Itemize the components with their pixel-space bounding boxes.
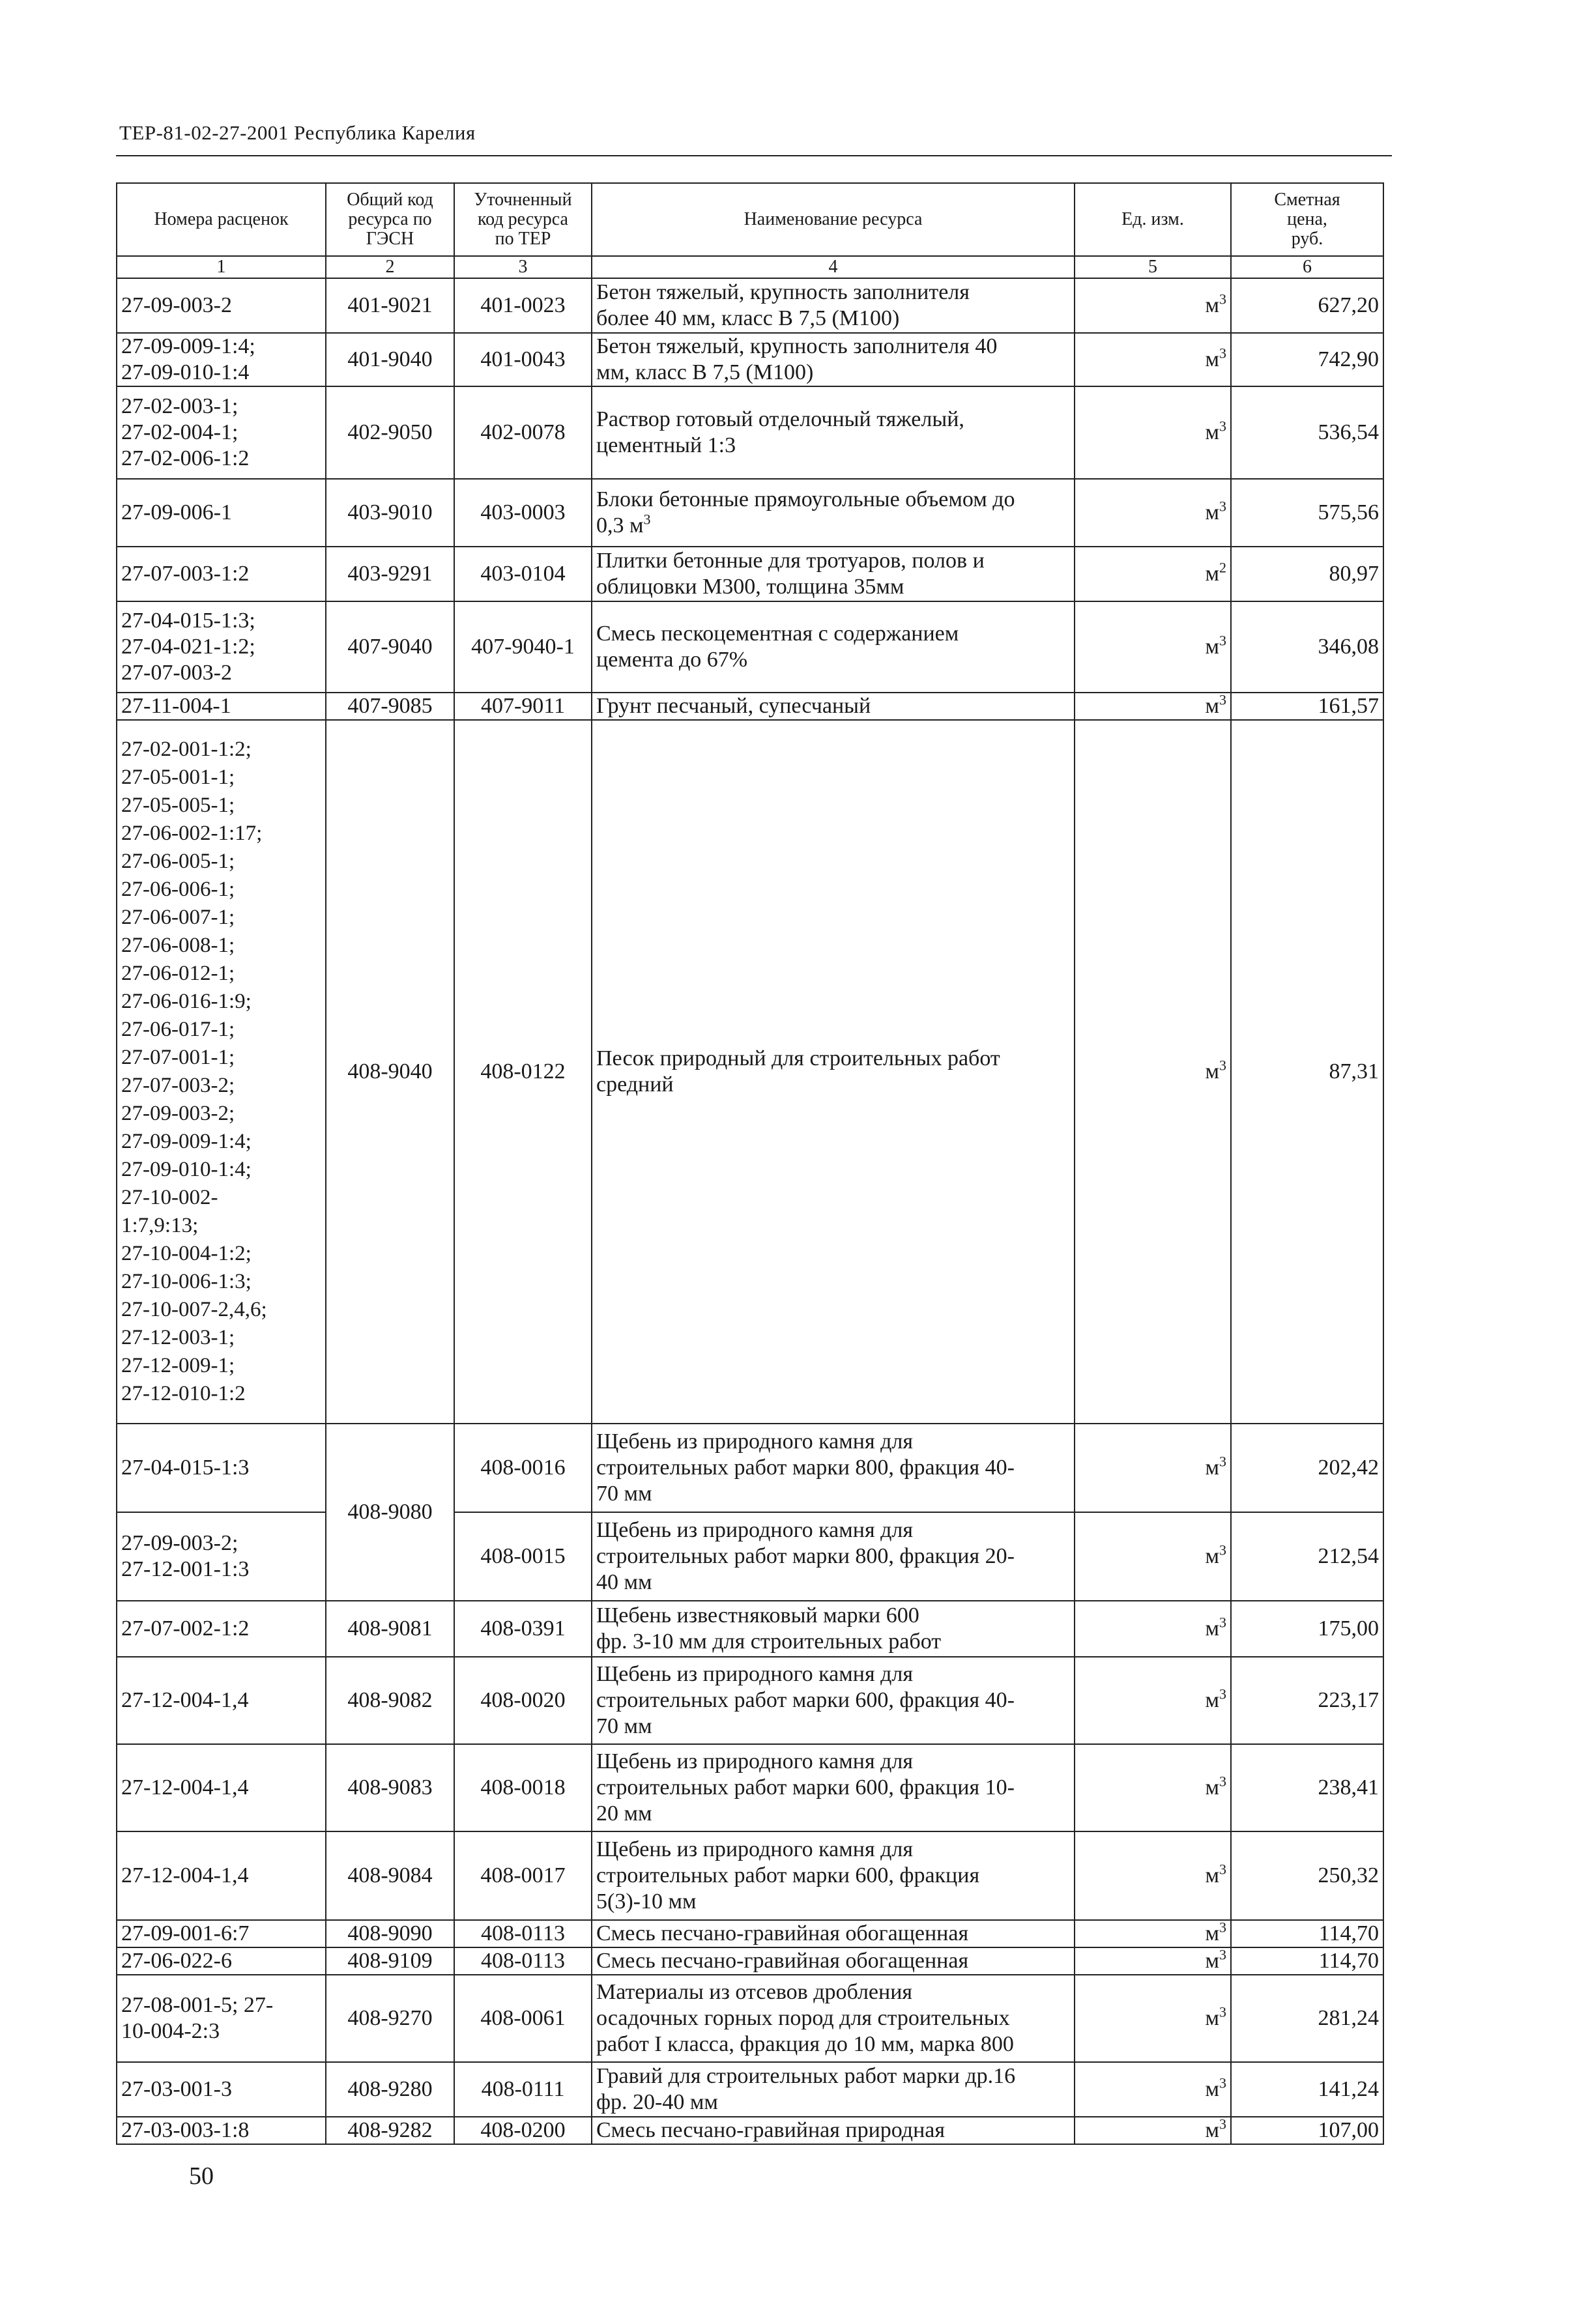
unit-cell: $м^3$ bbox=[1075, 2062, 1231, 2117]
unit-cell: $м^3$ bbox=[1075, 1920, 1231, 1947]
resource-name-cell: Блоки бетонные прямоугольные объемом до 0,3 $м^3$ bbox=[592, 479, 1075, 547]
table-row bbox=[117, 1831, 1383, 1920]
unit-cell: $м^3$ bbox=[1075, 693, 1231, 720]
rates-cell: 27-04-015-1:3; 27-04-021-1:2; 27-07-003-2 bbox=[117, 601, 326, 693]
resource-name-cell: Смесь пескоцементная с содержанием цемента до 67% bbox=[592, 601, 1075, 693]
resource-name-cell: Щебень из природного камня для строительных работ марки 600, фракция 10- 20 мм bbox=[592, 1744, 1075, 1831]
rates-cell: 27-06-022-6 bbox=[117, 1947, 326, 1975]
rates-cell: 27-07-002-1:2 bbox=[117, 1601, 326, 1657]
unit-cell: $м^3$ bbox=[1075, 1975, 1231, 2062]
ter-code-cell: 408-0122 bbox=[454, 720, 592, 1424]
rates-cell: 27-08-001-5; 27- 10-004-2:3 bbox=[117, 1975, 326, 2062]
rates-cell: 27-09-001-6:7 bbox=[117, 1920, 326, 1947]
resource-name-cell: Грунт песчаный, супесчаный bbox=[592, 693, 1075, 720]
column-header-gesn-code: Общий код ресурса по ГЭСН bbox=[326, 183, 454, 256]
column-number: 2 bbox=[326, 256, 454, 278]
gesn-code-cell: 408-9040 bbox=[326, 720, 454, 1424]
gesn-code-cell: 407-9040 bbox=[326, 601, 454, 693]
ter-code-cell: 402-0078 bbox=[454, 386, 592, 479]
ter-code-cell: 408-0113 bbox=[454, 1920, 592, 1947]
gesn-code-cell: 408-9080 bbox=[326, 1424, 454, 1601]
ter-code-cell: 408-0015 bbox=[454, 1512, 592, 1601]
resource-price-table bbox=[116, 182, 1384, 2145]
price-cell: 202,42 bbox=[1231, 1424, 1383, 1512]
table-row bbox=[117, 547, 1383, 601]
header-divider bbox=[116, 155, 1392, 156]
table-row bbox=[117, 1657, 1383, 1744]
ter-code-cell: 408-0020 bbox=[454, 1657, 592, 1744]
table-row bbox=[117, 720, 1383, 1424]
price-cell: 742,90 bbox=[1231, 333, 1383, 386]
ter-code-cell: 401-0023 bbox=[454, 278, 592, 333]
gesn-code-cell: 408-9082 bbox=[326, 1657, 454, 1744]
table-row bbox=[117, 1920, 1383, 1947]
gesn-code-cell: 408-9109 bbox=[326, 1947, 454, 1975]
price-cell: 281,24 bbox=[1231, 1975, 1383, 2062]
unit-cell: $м^3$ bbox=[1075, 1601, 1231, 1657]
column-header-price: Сметная цена, руб. bbox=[1231, 183, 1383, 256]
rates-cell: 27-09-009-1:4; 27-09-010-1:4 bbox=[117, 333, 326, 386]
rates-cell: 27-12-004-1,4 bbox=[117, 1831, 326, 1920]
table-row bbox=[117, 1512, 1383, 1601]
unit-cell: $м^3$ bbox=[1075, 278, 1231, 333]
ter-code-cell: 407-9040-1 bbox=[454, 601, 592, 693]
ter-code-cell: 408-0391 bbox=[454, 1601, 592, 1657]
page-header: ТЕР-81-02-27-2001 Республика Карелия bbox=[119, 121, 476, 144]
unit-cell: $м^3$ bbox=[1075, 1831, 1231, 1920]
resource-name-cell: Щебень из природного камня для строительных работ марки 600, фракция 40- 70 мм bbox=[592, 1657, 1075, 1744]
ter-code-cell: 408-0016 bbox=[454, 1424, 592, 1512]
gesn-code-cell: 408-9280 bbox=[326, 2062, 454, 2117]
rates-cell: 27-09-003-2 bbox=[117, 278, 326, 333]
price-cell: 114,70 bbox=[1231, 1920, 1383, 1947]
resource-name-cell: Бетон тяжелый, крупность заполнителя более 40 мм, класс В 7,5 (М100) bbox=[592, 278, 1075, 333]
resource-name-cell: Смесь песчано-гравийная обогащенная bbox=[592, 1920, 1075, 1947]
column-number: 3 bbox=[454, 256, 592, 278]
ter-code-cell: 408-0018 bbox=[454, 1744, 592, 1831]
rates-cell: 27-09-003-2; 27-12-001-1:3 bbox=[117, 1512, 326, 1601]
resource-name-cell: Плитки бетонные для тротуаров, полов и облицовки М300, толщина 35мм bbox=[592, 547, 1075, 601]
gesn-code-cell: 408-9081 bbox=[326, 1601, 454, 1657]
ter-code-cell: 408-0111 bbox=[454, 2062, 592, 2117]
table-header-row bbox=[117, 183, 1383, 256]
rates-cell: 27-09-006-1 bbox=[117, 479, 326, 547]
table-row bbox=[117, 693, 1383, 720]
resource-name-cell: Смесь песчано-гравийная природная bbox=[592, 2117, 1075, 2144]
price-cell: 346,08 bbox=[1231, 601, 1383, 693]
gesn-code-cell: 408-9083 bbox=[326, 1744, 454, 1831]
table-row bbox=[117, 1601, 1383, 1657]
ter-code-cell: 403-0104 bbox=[454, 547, 592, 601]
price-cell: 536,54 bbox=[1231, 386, 1383, 479]
price-cell: 212,54 bbox=[1231, 1512, 1383, 1601]
price-cell: 575,56 bbox=[1231, 479, 1383, 547]
unit-cell: $м^3$ bbox=[1075, 333, 1231, 386]
rates-cell: 27-03-001-3 bbox=[117, 2062, 326, 2117]
gesn-code-cell: 408-9282 bbox=[326, 2117, 454, 2144]
gesn-code-cell: 408-9270 bbox=[326, 1975, 454, 2062]
price-cell: 114,70 bbox=[1231, 1947, 1383, 1975]
price-cell: 107,00 bbox=[1231, 2117, 1383, 2144]
price-cell: 141,24 bbox=[1231, 2062, 1383, 2117]
ter-code-cell: 407-9011 bbox=[454, 693, 592, 720]
rates-cell: 27-07-003-1:2 bbox=[117, 547, 326, 601]
unit-cell: $м^3$ bbox=[1075, 1424, 1231, 1512]
ter-code-cell: 403-0003 bbox=[454, 479, 592, 547]
gesn-code-cell: 401-9040 bbox=[326, 333, 454, 386]
unit-cell: $м^3$ bbox=[1075, 1512, 1231, 1601]
table-row bbox=[117, 1975, 1383, 2062]
resource-name-cell: Щебень известняковый марки 600 фр. 3-10 мм для строительных работ bbox=[592, 1601, 1075, 1657]
unit-cell: $м^3$ bbox=[1075, 1744, 1231, 1831]
column-header-resource-name: Наименование ресурса bbox=[592, 183, 1075, 256]
column-header-rates: Номера расценок bbox=[117, 183, 326, 256]
gesn-code-cell: 403-9291 bbox=[326, 547, 454, 601]
column-number: 5 bbox=[1075, 256, 1231, 278]
price-cell: 250,32 bbox=[1231, 1831, 1383, 1920]
table-row bbox=[117, 278, 1383, 333]
gesn-code-cell: 408-9084 bbox=[326, 1831, 454, 1920]
column-number: 1 bbox=[117, 256, 326, 278]
unit-cell: $м^3$ bbox=[1075, 1947, 1231, 1975]
table-row bbox=[117, 1947, 1383, 1975]
resource-name-cell: Смесь песчано-гравийная обогащенная bbox=[592, 1947, 1075, 1975]
table-row bbox=[117, 1744, 1383, 1831]
gesn-code-cell: 407-9085 bbox=[326, 693, 454, 720]
gesn-code-cell: 403-9010 bbox=[326, 479, 454, 547]
table-row bbox=[117, 2117, 1383, 2144]
resource-name-cell: Бетон тяжелый, крупность заполнителя 40 мм, класс В 7,5 (М100) bbox=[592, 333, 1075, 386]
unit-cell: $м^3$ bbox=[1075, 479, 1231, 547]
unit-cell: $м^3$ bbox=[1075, 1657, 1231, 1744]
price-cell: 80,97 bbox=[1231, 547, 1383, 601]
table-row bbox=[117, 479, 1383, 547]
resource-name-cell: Раствор готовый отделочный тяжелый, цементный 1:3 bbox=[592, 386, 1075, 479]
rates-cell: 27-02-003-1; 27-02-004-1; 27-02-006-1:2 bbox=[117, 386, 326, 479]
column-header-unit: Ед. изм. bbox=[1075, 183, 1231, 256]
column-header-ter-code: Уточненный код ресурса по ТЕР bbox=[454, 183, 592, 256]
table-row bbox=[117, 1424, 1383, 1512]
rates-cell: 27-02-001-1:2; 27-05-001-1; 27-05-005-1; 27-06-002-1:17; 27-06-005-1; 27-06-006-1; 27-06-007-1; 27-06-008-1; 27-06-012-1; 27-06-016-1:9; 27-06-017-1; 27-07-001-1; 27-07-003-2; 27-09-003-2; 27-09-009-1:4; 27-09-010-1:4; 27-10-002- 1:7,9:13; 27-10-004-1:2; 27-10-006-1:3; 27-10-007-2,4,6; 27-12-003-1; 27-12-009-1; 27-12-010-1:2 bbox=[117, 720, 326, 1424]
resource-name-cell: Материалы из отсевов дробления осадочных горных пород для строительных работ I класса, фракция до 10 мм, марка 800 bbox=[592, 1975, 1075, 2062]
ter-code-cell: 408-0017 bbox=[454, 1831, 592, 1920]
resource-name-cell: Щебень из природного камня для строительных работ марки 800, фракция 40- 70 мм bbox=[592, 1424, 1075, 1512]
table-row bbox=[117, 2062, 1383, 2117]
gesn-code-cell: 402-9050 bbox=[326, 386, 454, 479]
unit-cell: $м^3$ bbox=[1075, 720, 1231, 1424]
table-row bbox=[117, 601, 1383, 693]
rates-cell: 27-03-003-1:8 bbox=[117, 2117, 326, 2144]
column-numbers-row bbox=[117, 256, 1383, 278]
ter-code-cell: 401-0043 bbox=[454, 333, 592, 386]
unit-cell: $м^3$ bbox=[1075, 386, 1231, 479]
gesn-code-cell: 408-9090 bbox=[326, 1920, 454, 1947]
price-cell: 175,00 bbox=[1231, 1601, 1383, 1657]
column-number: 6 bbox=[1231, 256, 1383, 278]
resource-name-cell: Щебень из природного камня для строительных работ марки 600, фракция 5(3)-10 мм bbox=[592, 1831, 1075, 1920]
column-number: 4 bbox=[592, 256, 1075, 278]
price-cell: 87,31 bbox=[1231, 720, 1383, 1424]
gesn-code-cell: 401-9021 bbox=[326, 278, 454, 333]
rates-cell: 27-11-004-1 bbox=[117, 693, 326, 720]
price-cell: 223,17 bbox=[1231, 1657, 1383, 1744]
unit-cell: $м^3$ bbox=[1075, 2117, 1231, 2144]
table-row bbox=[117, 386, 1383, 479]
resource-name-cell: Песок природный для строительных работ средний bbox=[592, 720, 1075, 1424]
unit-cell: $м^2$ bbox=[1075, 547, 1231, 601]
price-cell: 161,57 bbox=[1231, 693, 1383, 720]
rates-cell: 27-04-015-1:3 bbox=[117, 1424, 326, 1512]
price-cell: 627,20 bbox=[1231, 278, 1383, 333]
price-cell: 238,41 bbox=[1231, 1744, 1383, 1831]
table-row bbox=[117, 333, 1383, 386]
ter-code-cell: 408-0200 bbox=[454, 2117, 592, 2144]
ter-code-cell: 408-0061 bbox=[454, 1975, 592, 2062]
rates-cell: 27-12-004-1,4 bbox=[117, 1657, 326, 1744]
resource-name-cell: Гравий для строительных работ марки др.16 фр. 20-40 мм bbox=[592, 2062, 1075, 2117]
page-number: 50 bbox=[189, 2162, 214, 2190]
resource-name-cell: Щебень из природного камня для строительных работ марки 800, фракция 20- 40 мм bbox=[592, 1512, 1075, 1601]
rates-cell: 27-12-004-1,4 bbox=[117, 1744, 326, 1831]
ter-code-cell: 408-0113 bbox=[454, 1947, 592, 1975]
unit-cell: $м^3$ bbox=[1075, 601, 1231, 693]
